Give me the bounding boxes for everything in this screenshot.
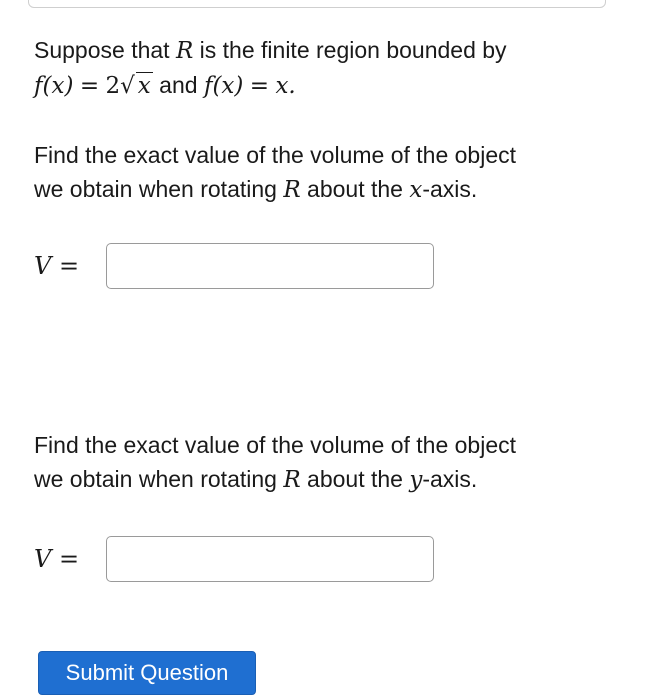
part-y-region-symbol: R [283, 467, 301, 493]
part-y-axis-var: y [409, 467, 423, 493]
volume-y-axis-input[interactable] [106, 536, 434, 582]
part-y-mid: about the [307, 466, 403, 492]
intro-suffix: is the finite region bounded by [199, 37, 507, 63]
func1-radicand: x [137, 73, 151, 99]
part-y-answer-var: V [34, 545, 52, 573]
part-y-prefix: we obtain when rotating [34, 466, 277, 492]
part-x-suffix: -axis. [422, 176, 478, 202]
part-y-suffix: -axis. [422, 466, 478, 492]
func2-equals: = [249, 73, 270, 99]
part-x-answer-var: V [34, 252, 52, 280]
part-x-answer-equals: = [58, 252, 80, 280]
problem-statement [34, 33, 507, 103]
question-card-edge [28, 0, 606, 8]
part-y-line-2 [34, 462, 516, 497]
part-x-answer-row [34, 241, 434, 291]
region-symbol: R [175, 38, 194, 64]
part-x-line-2 [34, 172, 516, 207]
func1-equals: = [79, 73, 100, 99]
intro-prefix: Suppose that [34, 37, 170, 63]
part-x-answer-label [34, 252, 106, 280]
part-x-axis-var: x [409, 177, 423, 203]
part-y-answer-label [34, 545, 106, 573]
part-y-prompt [34, 428, 516, 497]
sqrt-symbol: √ [120, 73, 135, 99]
part-y-answer-row [34, 534, 434, 584]
part-x-mid: about the [307, 176, 403, 202]
part-y-answer-equals: = [58, 545, 80, 573]
part-x-line-1: Find the exact value of the volume of the object [34, 142, 517, 168]
conjunction: and [159, 72, 198, 98]
part-x-prompt [34, 138, 516, 207]
problem-line-1 [34, 33, 507, 68]
func2-rhs: x. [275, 73, 296, 99]
func1-coef: 2 [105, 73, 121, 99]
part-y-line-1: Find the exact value of the volume of the object [34, 432, 517, 458]
part-x-region-symbol: R [283, 177, 301, 203]
func2-lhs: f(x) [203, 73, 244, 99]
submit-question-button[interactable]: Submit Question [38, 651, 256, 695]
func1-lhs: f(x) [34, 73, 74, 99]
volume-x-axis-input[interactable] [106, 243, 434, 289]
problem-line-2 [34, 68, 507, 103]
part-x-prefix: we obtain when rotating [34, 176, 277, 202]
